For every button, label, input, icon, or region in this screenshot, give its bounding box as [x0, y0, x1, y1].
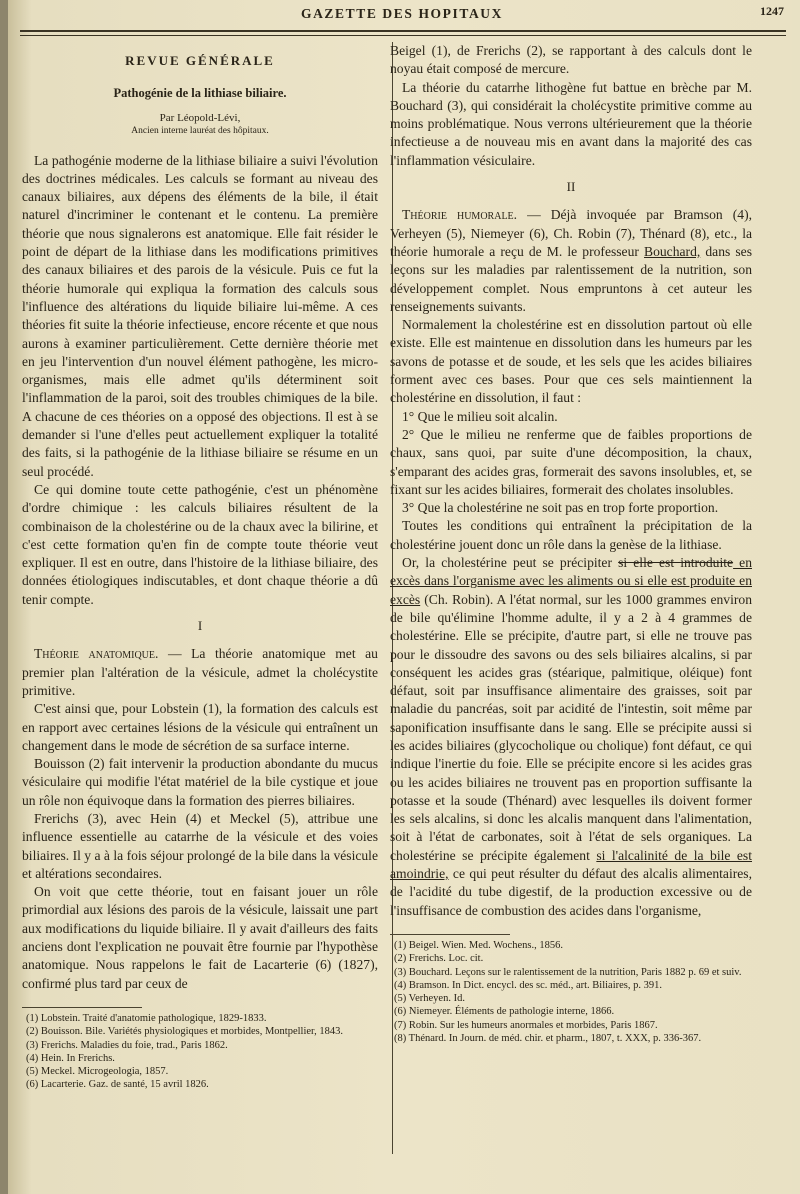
underlined-text: si l'alcalinité de la bile est amoindrie,	[390, 847, 752, 882]
footnote: (7) Robin. Sur les humeurs anormales et morbides, Paris 1867.	[394, 1019, 658, 1031]
paragraph: C'est ainsi que, pour Lobstein (1), la formation des calculs est en rapport avec certaines lésions de la vésicule qui entraînent un changement dans le mode de sécrétion de sa surface interne.	[22, 701, 378, 753]
section-number: II	[566, 179, 576, 195]
run-in-heading: Théorie humorale.	[402, 207, 518, 223]
footnote: (2) Bouisson. Bile. Variétés physiologiques et morbides, Montpellier, 1843.	[26, 1026, 343, 1038]
section-number: I	[197, 618, 203, 634]
footnote: (5) Verheyen. Id.	[394, 993, 465, 1005]
run-in-heading: Théorie anatomique.	[34, 646, 159, 662]
footnote: (3) Bouchard. Leçons sur le ralentissement de la nutrition, Paris 1882 p. 69 et suiv.	[394, 966, 742, 978]
footnote: (6) Lacarterie. Gaz. de santé, 15 avril 1826.	[26, 1079, 209, 1091]
footnote: (1) Beigel. Wien. Med. Wochens., 1856.	[394, 939, 563, 951]
paragraph-text: ce qui peut résulter du défaut des alcalis alimentaires, de l'acidité du tube digestif, de la production excessive ou de l'insuffisance de combustion des acides dans l'organisme,	[390, 866, 752, 918]
journal-title: GAZETTE DES HOPITAUX	[300, 6, 504, 21]
footnotes	[22, 1012, 378, 1092]
author-line: Par Léopold-Lévi,	[159, 111, 241, 124]
author-role: Ancien interne lauréat des hôpitaux.	[131, 125, 269, 136]
paragraph: 2° Que le milieu ne renferme que de faibles proportions de chaux, sans quoi, par suite d'une décomposition, la chaux, s'emparant des acides gras, formerait des savons insolubles, et, se fixant sur les acides biliaires, formerait des cholates insolubles.	[390, 426, 752, 497]
footnote: (5) Meckel. Microgeologia, 1857.	[26, 1066, 169, 1078]
paragraph: Beigel (1), de Frerichs (2), se rapportant à des calculs dont le noyau était composé de mercure.	[390, 43, 752, 77]
paragraph: Bouisson (2) fait intervenir la production abondante du mucus vésiculaire qui modifie l'état matériel de la bile cystique et joue un rôle non équivoque dans la formation des pierres biliaires.	[22, 756, 378, 808]
footnote: (3) Frerichs. Maladies du foie, trad., Paris 1862.	[26, 1039, 228, 1051]
section-heading: REVUE GÉNÉRALE	[125, 53, 275, 68]
paragraph: Frerichs (3), avec Hein (4) et Meckel (5), attribue une influence essentielle au catarrhe de la vésicule et des voies biliaires. Il y a à la fois séjour prolongé de la bile dans la vésicule et altérations secondaires.	[22, 810, 378, 881]
article-title: Pathogénie de la lithiase biliaire.	[113, 86, 287, 101]
paragraph-text: dans ses leçons sur les maladies par ralentissement de la nutrition, son développement complet. Nous empruntons à cet auteur les renseignements suivants.	[390, 243, 752, 314]
footnote: (6) Niemeyer. Éléments de pathologie interne, 1866.	[394, 1006, 615, 1018]
paragraph: La théorie du catarrhe lithogène fut battue en brèche par M. Bouchard (3), qui considérait la cholécystite primitive comme au moins problématique. Nous verrons ultérieurement que la théorie infectieuse a de nouveau mis en avant dans la majorité des cas l'inflammation vésiculaire.	[390, 79, 752, 168]
right-column	[390, 42, 752, 1045]
paragraph-text: (Ch. Robin). A l'état normal, sur les 1000 grammes environ de bile qu'élimine l'homme adulte, il y a 2 à 4 grammes de cholestérine. Elle se précipite, d'autre part, si elle ne trouve pas pour le dissoudre des savons ou des sels biliaires alcalins, si par conséquent les acides gras (stéarique, palmitique, oléique) font défaut, soit par insuffisance alimentaire des graisses, soit par maladie du pancréas, soit par acidité de l'intestin, soit même par saponification insuffisante dans le sang. Elle se précipite aussi si les acides biliaires (glycocholique ou cholique) font défaut, ce qui indique l'inertie du foie. Elle se précipite encore si les acides gras ou les acides biliaires ne trouvent pas en proportion suffisante la potasse et la soude (Thénard) avec lesquelles ils doivent former les sels alcalins, si donc les alcalis manquent dans l'alimentation, soit à l'état de carbonates, soit à l'état de sels organiques. La cholestérine se précipite également	[390, 591, 752, 863]
underlined-text: en excès dans l'organisme avec les aliments ou si elle est produite en excès	[390, 555, 752, 607]
paragraph-text: — Déjà invoquée par Bramson (4), Verheyen (5), Niemeyer (6), Ch. Robin (7), Thénard (8), etc., la théorie humorale a reçu de M. le professeur	[390, 207, 752, 259]
book-binding	[0, 0, 8, 1194]
paragraph-text: Or, la cholestérine peut se précipiter	[402, 555, 619, 571]
paragraph: Ce qui domine toute cette pathogénie, c'est un phénomène d'ordre chimique : les calculs biliaires résultent de la combinaison de la cholestérine ou de la chaux avec la bilirine, et c'est cette formation qu'en fin de compte toute théorie veut expliquer. Il est en outre, dans l'histoire de la lithiase biliaire, des données étiologiques indiscutables, et dont chaque théorie a dû tenir compte.	[22, 481, 378, 607]
paragraph: 3° Que la cholestérine ne soit pas en trop forte proportion.	[402, 500, 719, 516]
paragraph: On voit que cette théorie, tout en faisant jouer un rôle primordial aux lésions des parois de la vésicule, laissait une part aux modifications du liquide biliaire. Il y avait d'ailleurs des faits anciens dont l'explication ne pouvait être fournie par l'hypothèse anatomique. Nous rappelons le fait de Lacarterie (6) (1827), confirmé plus tard par ceux de	[22, 884, 378, 991]
paragraph	[22, 645, 378, 700]
footnote: (4) Bramson. In Dict. encycl. des sc. méd., art. Biliaires, p. 391.	[394, 979, 662, 991]
footnote: (4) Hein. In Frerichs.	[26, 1052, 115, 1064]
page-header	[20, 4, 784, 28]
header-rule-thin	[20, 35, 786, 36]
footnote: (1) Lobstein. Traité d'anatomie pathologique, 1829-1833.	[26, 1012, 267, 1024]
paragraph: Normalement la cholestérine est en dissolution partout où elle existe. Elle est maintenue en dissolution dans les humeurs par les savons de potasse et de soude, et les sels que les acides biliaires forment avec ces bases. Pour que ces sels maintiennent la cholestérine en dissolution, il faut :	[390, 317, 752, 406]
paragraph: 1° Que le milieu soit alcalin.	[402, 408, 558, 424]
paragraph: La pathogénie moderne de la lithiase biliaire a suivi l'évolution des doctrines médicales. Les calculs se formant au niveau des canaux biliaires, aux dépens des éléments de la bile, il était naturel d'incriminer le contenant et le contenu. La première théorie que nous signalerons est anatomique. Elle fait résider le point de départ de la lithiase dans les modifications primitives des canaux biliaires et des parois de la vésicule. Puis ce fut la théorie humorale qui expliqua la formation des calculs sous l'influence des altérations du liquide biliaire lui-même. A ces théories fit suite la théorie infectieuse, encore récente et que nous aurons à examiner particulièrement. Cette dernière théorie met en jeu l'intervention d'un nouvel élément pathogène, les micro-organismes, mais elle admet qu'ils déterminent soit l'inflammation de la paroi, soit des troubles chimiques de la bile. A chacune de ces théories on a opposé des objections. Il est à se demander si l'une d'elles peut actuellement expliquer la totalité des faits, si la pathogénie de la lithiase biliaire se résume en un seul procédé.	[22, 152, 378, 479]
struck-text: si elle est introduite	[618, 555, 734, 571]
footnote: (8) Thénard. In Journ. de méd. chir. et pharm., 1807, t. XXX, p. 336-367.	[394, 1033, 702, 1045]
footnote-rule	[22, 1007, 142, 1008]
paragraph	[390, 206, 752, 316]
paragraph-text: — La théorie anatomique met au premier plan l'altération de la vésicule, admet la cholécystite primitive.	[22, 646, 378, 698]
paragraph: Toutes les conditions qui entraînent la précipitation de la cholestérine jouent donc un rôle dans la genèse de la lithiase.	[390, 518, 752, 552]
footnote: (2) Frerichs. Loc. cit.	[394, 953, 484, 965]
underlined-name: Bouchard,	[644, 243, 701, 259]
footnotes	[390, 939, 752, 1045]
header-rule	[20, 30, 786, 32]
page-number: 1247	[760, 4, 784, 18]
paragraph	[390, 554, 752, 920]
footnote-rule	[390, 934, 510, 935]
left-column	[22, 44, 378, 1092]
